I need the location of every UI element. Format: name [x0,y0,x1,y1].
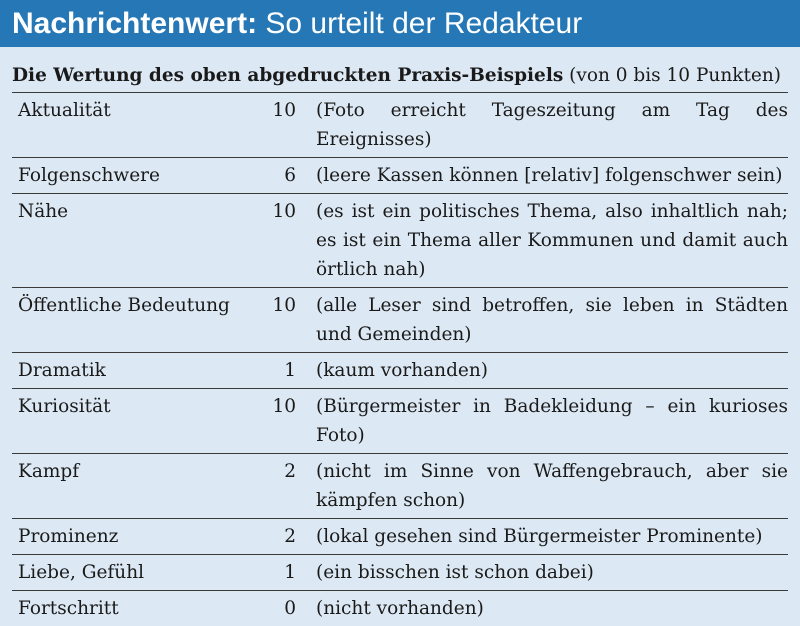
table-row [12,353,788,389]
criterion-name: Kuriosität [18,396,111,417]
criterion-score: 1 [284,562,296,583]
criterion-name: Folgenschwere [18,165,160,186]
criterion-name: Öffentliche Bedeutung [18,295,230,316]
criterion-name: Dramatik [18,360,106,381]
table-row [12,591,788,626]
criterion-description: (nicht im Sinne von Waffengebrauch, aber sie kämpfen schon) [316,461,788,511]
criterion-score: 10 [272,100,296,121]
table-row [12,288,788,353]
criterion-name: Aktualität [18,100,111,121]
table-row [12,519,788,555]
criterion-score: 0 [284,598,296,619]
criterion-description: (alle Leser sind betroffen, sie leben in Städten und Gemeinden) [316,295,788,345]
table-row [12,389,788,454]
criterion-description: (nicht vorhanden) [316,598,484,619]
criterion-description: (lokal gesehen sind Bürgermeister Prominente) [316,526,763,547]
content-body [0,47,800,626]
criterion-name: Kampf [18,461,80,482]
rating-table [12,93,788,626]
criterion-description: (Bürgermeister in Badekleidung – ein kurioses Foto) [316,396,788,446]
criterion-score: 6 [284,165,296,186]
intro-strong: Die Wertung des oben abgedruckten Praxis-Beispiels [12,65,564,86]
criterion-name: Liebe, Gefühl [18,562,145,583]
criterion-score: 10 [272,396,296,417]
table-row [12,93,788,158]
criterion-score: 2 [284,526,296,547]
header-title-bold: Nachrichtenwert: [12,7,258,40]
page-header [0,0,800,47]
intro-line [12,63,788,93]
criterion-score: 2 [284,461,296,482]
criterion-score: 10 [272,295,296,316]
intro-rest: (von 0 bis 10 Punkten) [563,65,781,86]
table-row [12,194,788,288]
table-row [12,555,788,591]
criterion-name: Fortschritt [18,598,119,619]
criterion-description: (es ist ein politisches Thema, also inhaltlich nah; es ist ein Thema aller Kommunen und damit auch örtlich nah) [316,201,788,280]
criterion-score: 1 [284,360,296,381]
criterion-name: Nähe [18,201,69,222]
criterion-description: (ein bisschen ist schon dabei) [316,562,594,583]
criterion-name: Prominenz [18,526,119,547]
table-row [12,454,788,519]
criterion-description: (leere Kassen können [relativ] folgenschwer sein) [316,165,783,186]
table-row [12,158,788,194]
header-title-rest: So urteilt der Redakteur [257,7,583,40]
criterion-score: 10 [272,201,296,222]
criterion-description: (kaum vorhanden) [316,360,489,381]
criterion-description: (Foto erreicht Tageszeitung am Tag des Ereignisses) [316,100,788,150]
